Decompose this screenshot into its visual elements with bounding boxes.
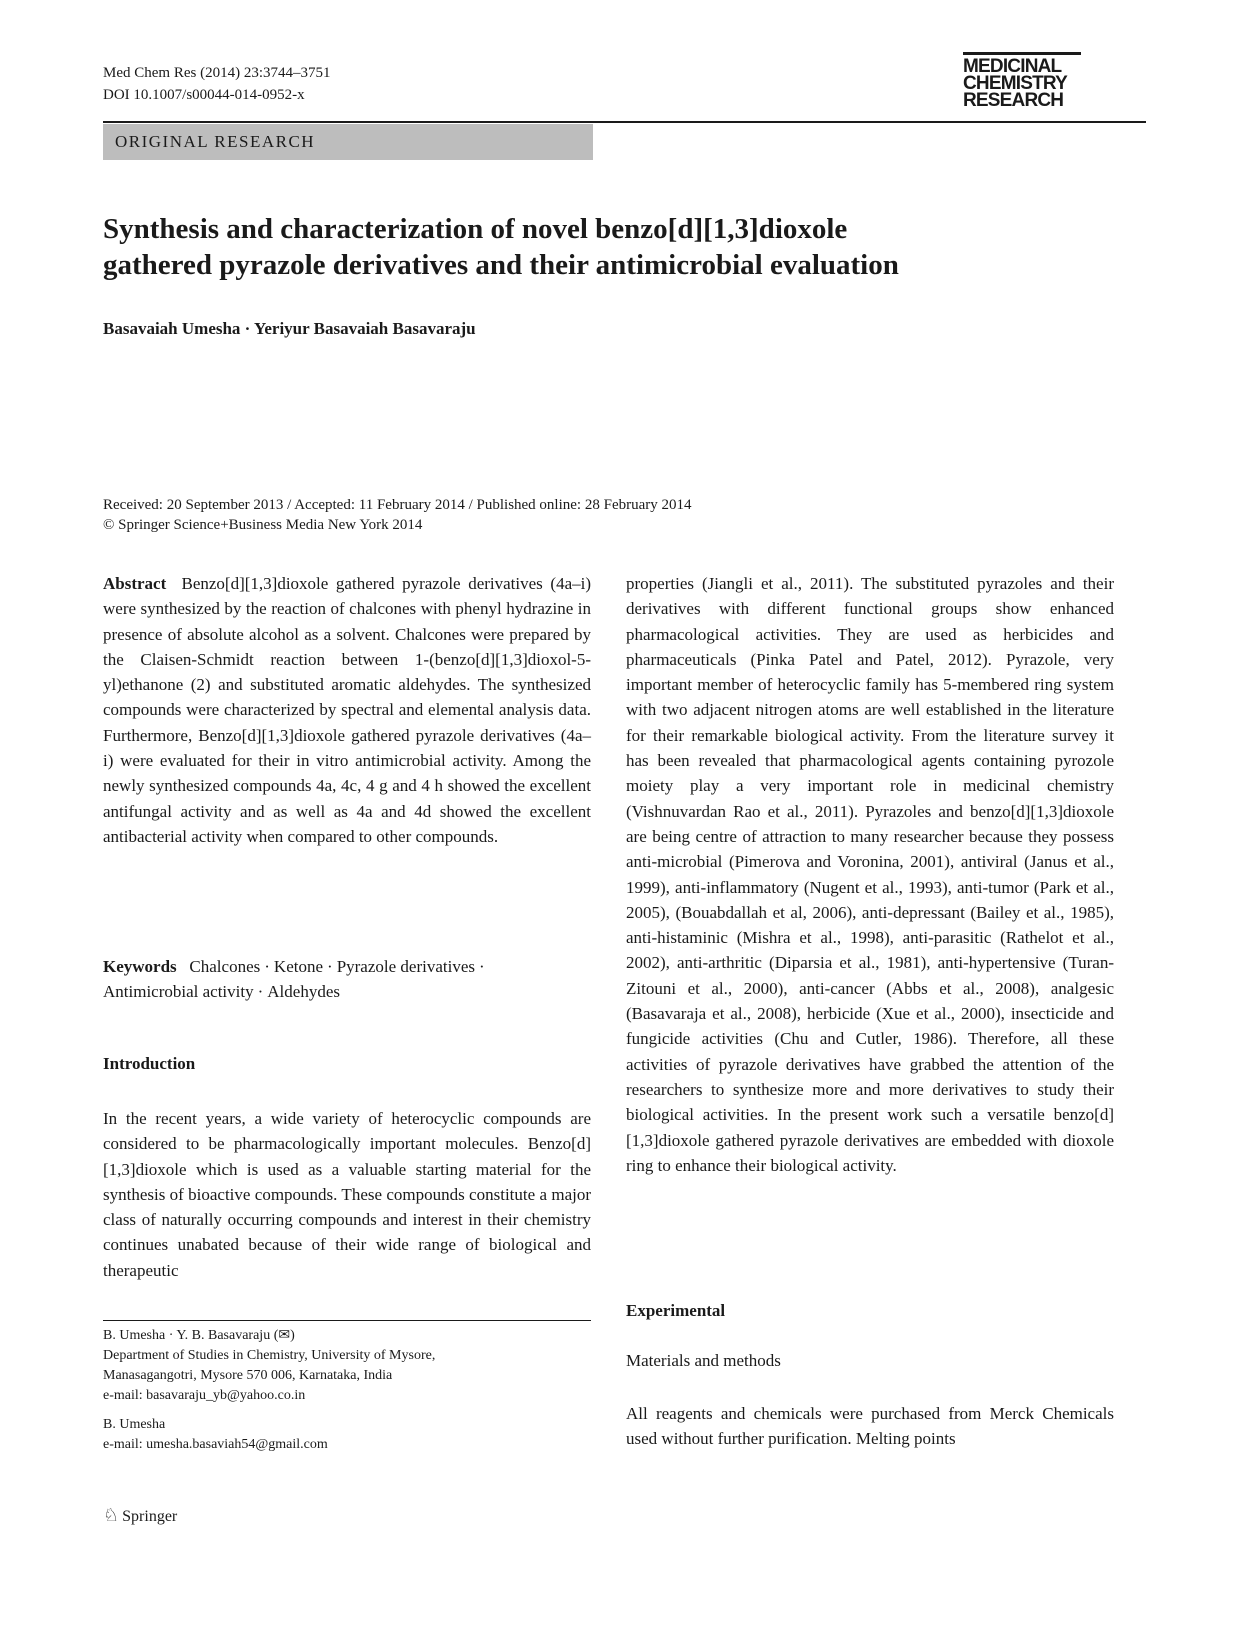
keyword: Chalcones [189, 957, 261, 976]
keyword: Antimicrobial activity [103, 982, 254, 1002]
materials-text: All reagents and chemicals were purchased from Merck Chemicals used without further purification. Melting points [626, 1404, 1114, 1449]
publication-dates [103, 495, 692, 535]
footnote-rule [103, 1320, 591, 1321]
journal-citation [103, 62, 330, 106]
publisher-mark [103, 1505, 177, 1526]
introduction-heading: Introduction [103, 1054, 196, 1073]
experimental-heading: Experimental [626, 1301, 726, 1320]
abstract [103, 571, 591, 849]
logo-line-3: RESEARCH [963, 90, 1064, 111]
affiliation [103, 1326, 435, 1455]
keyword: Pyrazole derivatives [336, 957, 475, 976]
affiliation-address: Manasagangotri, Mysore 570 006, Karnataka, India [103, 1368, 393, 1383]
keyword: Aldehydes [267, 982, 340, 1002]
abstract-text: Benzo[d][1,3]dioxole gathered pyrazole derivatives (4a–i) were synthesized by the reaction of chalcones with phenyl hydrazine in presence of absolute alcohol as a solvent. Chalcones were prepared by the Claisen-Schmidt reaction between 1-(benzo[d][1,3]dioxol-5-yl)ethanone (2) and substituted aromatic aldehydes. The synthesized compounds were characterized by spectral and elemental analysis data. Furthermore, Benzo[d][1,3]dioxole gathered pyrazole derivatives (4a–i) were evaluated for their in vitro antimicrobial activity. Among the newly synthesized compounds 4a, 4c, 4 g and 4 h showed the excellent antifungal activity and as well as 4a and 4d showed the excellent antibacterial activity when compared to other compounds. [103, 574, 591, 846]
keywords-label: Keywords [103, 957, 177, 976]
copyright: © Springer Science+Business Media New York 2014 [103, 517, 423, 533]
abstract-label: Abstract [103, 574, 167, 593]
materials-subheading: Materials and methods [626, 1351, 781, 1370]
header-rule [103, 121, 1146, 123]
logo-line-1: MEDICINAL [963, 56, 1062, 77]
publisher-name: Springer [122, 1508, 178, 1525]
keyword: Ketone [273, 957, 324, 976]
affiliation-dept: Department of Studies in Chemistry, University of Mysore, [103, 1348, 436, 1363]
doi: DOI 10.1007/s00044-014-0952-x [103, 87, 305, 103]
dates-line: Received: 20 September 2013 / Accepted: 11 February 2014 / Published online: 28 February 2014 [103, 497, 692, 513]
journal-logo [963, 52, 1081, 109]
journal-line: Med Chem Res (2014) 23:3744–3751 [103, 65, 331, 81]
title-line-1: Synthesis and characterization of novel benzo[d][1,3]dioxole [103, 213, 848, 245]
logo-line-2: CHEMISTRY [963, 73, 1067, 94]
affiliation-email-2: e-mail: umesha.basaviah54@gmail.com [103, 1437, 328, 1452]
section-label: ORIGINAL RESEARCH [103, 124, 593, 160]
logo-bar [963, 52, 1081, 55]
paper-title [103, 211, 1143, 283]
title-line-2: gathered pyrazole derivatives and their antimicrobial evaluation [103, 249, 899, 281]
affiliation-names: B. Umesha · Y. B. Basavaraju (✉) [103, 1328, 295, 1343]
affiliation-name-2: B. Umesha [103, 1417, 166, 1432]
introduction-text: In the recent years, a wide variety of heterocyclic compounds are considered to be pharmacologically important molecules. Benzo[d][1,3]dioxole which is used as a valuable starting material for the synthesis of bioactive compounds. These compounds constitute a major class of naturally occurring compounds and interest in their chemistry continues unabated because of their wide range of biological and therapeutic [103, 1109, 591, 1280]
springer-horse-icon: ♘ [103, 1505, 120, 1526]
affiliation-email-1: e-mail: basavaraju_yb@yahoo.co.in [103, 1388, 306, 1403]
keywords: Keywords Chalcones · Ketone · Pyrazole derivatives · Antimicrobial activity · Aldehydes [103, 957, 485, 1002]
intro-continued: properties (Jiangli et al., 2011). The substituted pyrazoles and their derivatives with different functional groups show enhanced pharmacological activities. They are used as herbicides and pharmaceuticals (Pinka Patel and Patel, 2012). Pyrazole, very important member of heterocyclic family has 5-membered ring system with two adjacent nitrogen atoms are well established in the literature for their remarkable biological activity. From the literature survey it has been revealed that pharmacological agents containing pyrozole moiety play a very important role in medicinal chemistry (Vishnuvardan Rao et al., 2011). Pyrazoles and benzo[d][1,3]dioxole are being centre of attraction to many researcher because they possess anti-microbial (Pimerova and Voronina, 2001), antiviral (Janus et al., 1999), anti-inflammatory (Nugent et al., 1993), anti-tumor (Park et al., 2005), (Bouabdallah et al, 2006), anti-depressant (Bailey et al., 1985), anti-histaminic (Mishra et al., 1998), anti-parasitic (Rathelot et al., 2002), anti-arthritic (Diparsia et al., 1981), anti-hypertensive (Turan-Zitouni et al., 2000), anti-cancer (Abbs et al., 2008), analgesic (Basavaraja et al., 2008), herbicide (Xue et al., 2000), insecticide and fungicide activities (Chu and Cutler, 1986). Therefore, all these activities of pyrazole derivatives have grabbed the attention of the researchers to synthesize more and more derivatives to study their biological activities. In the present work such a versatile benzo[d][1,3]dioxole gathered pyrazole derivatives are embedded with dioxole ring to enhance their biological activity. [626, 574, 1114, 1175]
authors: Basavaiah Umesha · Yeriyur Basavaiah Basavaraju [103, 319, 476, 338]
